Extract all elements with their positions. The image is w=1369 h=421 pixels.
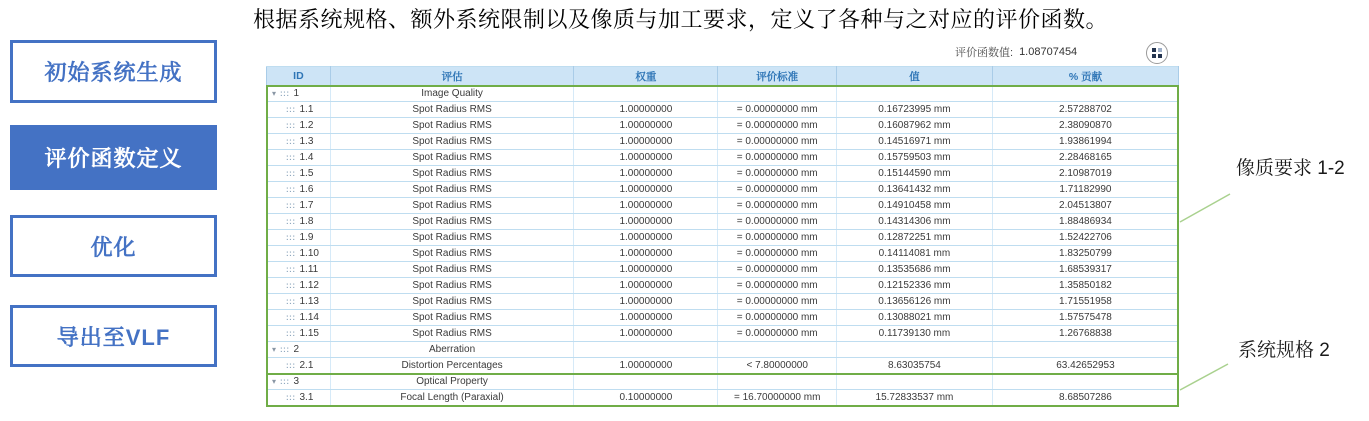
table-row[interactable]: [267, 246, 1179, 262]
row-id-cell: [267, 246, 331, 262]
row-evaluation: Focal Length (Paraxial): [330, 390, 574, 406]
row-id-cell: [267, 230, 331, 246]
row-value: 0.13641432 mm: [836, 182, 992, 198]
row-value: 0.14910458 mm: [836, 198, 992, 214]
row-id-cell: [267, 182, 331, 198]
table-row[interactable]: [267, 278, 1179, 294]
row-id-cell: [267, 374, 331, 390]
row-weight: 1.00000000: [574, 118, 718, 134]
row-evaluation: Spot Radius RMS: [330, 198, 574, 214]
merit-function-table: [266, 66, 1179, 406]
row-id-cell: [267, 86, 331, 102]
row-id: 1.10: [299, 248, 319, 260]
row-id-cell: [267, 342, 331, 358]
drag-handle-icon[interactable]: :::: [286, 168, 296, 178]
table-row[interactable]: [267, 390, 1179, 406]
row-value: [836, 86, 992, 102]
row-id-cell: [267, 198, 331, 214]
drag-handle-icon[interactable]: :::: [280, 344, 290, 354]
row-evaluation: Optical Property: [330, 374, 574, 390]
row-contribution: [992, 86, 1178, 102]
row-id-cell: [267, 102, 331, 118]
table-row[interactable]: [267, 326, 1179, 342]
row-evaluation: Image Quality: [330, 86, 574, 102]
row-criteria: = 0.00000000 mm: [718, 278, 837, 294]
table-header: [267, 67, 1179, 86]
table-row[interactable]: [267, 214, 1179, 230]
row-id: 1.4: [299, 152, 314, 164]
row-contribution: 2.04513807: [992, 198, 1178, 214]
collapse-arrow-icon[interactable]: ▾: [272, 88, 277, 98]
drag-handle-icon[interactable]: :::: [286, 248, 296, 258]
row-evaluation: Spot Radius RMS: [330, 182, 574, 198]
row-criteria: = 0.00000000 mm: [718, 166, 837, 182]
row-evaluation: Spot Radius RMS: [330, 102, 574, 118]
collapse-arrow-icon[interactable]: ▾: [272, 344, 277, 354]
annotation-system-spec: 系统规格 2: [1238, 340, 1330, 361]
table-row[interactable]: [267, 310, 1179, 326]
row-value: 0.12872251 mm: [836, 230, 992, 246]
row-id-cell: [267, 262, 331, 278]
row-weight: 1.00000000: [574, 182, 718, 198]
row-value: 0.15144590 mm: [836, 166, 992, 182]
row-id: 1.9: [299, 232, 314, 244]
row-id: 3.1: [299, 392, 314, 404]
collapse-arrow-icon[interactable]: ▾: [272, 376, 277, 386]
row-id: 1.1: [299, 104, 314, 116]
drag-handle-icon[interactable]: :::: [286, 232, 296, 242]
row-weight: 1.00000000: [574, 278, 718, 294]
row-criteria: = 0.00000000 mm: [718, 198, 837, 214]
table-row[interactable]: [267, 134, 1179, 150]
row-value: 0.16723995 mm: [836, 102, 992, 118]
drag-handle-icon[interactable]: :::: [286, 200, 296, 210]
row-criteria: = 0.00000000 mm: [718, 214, 837, 230]
row-id-cell: [267, 294, 331, 310]
table-body: [267, 86, 1179, 406]
row-weight: 1.00000000: [574, 310, 718, 326]
row-evaluation: Spot Radius RMS: [330, 278, 574, 294]
row-evaluation: Spot Radius RMS: [330, 118, 574, 134]
column-header[interactable]: 评价标准: [718, 67, 837, 86]
row-evaluation: Spot Radius RMS: [330, 214, 574, 230]
row-contribution: 1.68539317: [992, 262, 1178, 278]
row-id: 1.5: [299, 168, 314, 180]
row-id-cell: [267, 358, 331, 374]
row-contribution: 1.93861994: [992, 134, 1178, 150]
row-id: 1.2: [299, 120, 314, 132]
annotation-image-quality: 像质要求 1-2: [1236, 158, 1345, 179]
row-value: 15.72833537 mm: [836, 390, 992, 406]
merit-function-bar: [955, 44, 1077, 60]
row-criteria: = 0.00000000 mm: [718, 262, 837, 278]
row-evaluation: Spot Radius RMS: [330, 230, 574, 246]
row-value: [836, 374, 992, 390]
sidebar-step-button-3[interactable]: 优化: [10, 215, 217, 277]
row-criteria: = 0.00000000 mm: [718, 246, 837, 262]
table-row[interactable]: [267, 150, 1179, 166]
drag-handle-icon[interactable]: :::: [286, 264, 296, 274]
row-criteria: = 0.00000000 mm: [718, 134, 837, 150]
row-weight: 1.00000000: [574, 166, 718, 182]
merit-function-table-container: [266, 66, 1179, 406]
row-value: 0.13535686 mm: [836, 262, 992, 278]
table-row[interactable]: [267, 182, 1179, 198]
row-value: 0.14114081 mm: [836, 246, 992, 262]
row-weight: 1.00000000: [574, 102, 718, 118]
row-contribution: 1.52422706: [992, 230, 1178, 246]
sidebar-step-button-2[interactable]: 评价函数定义: [10, 125, 217, 190]
row-criteria: = 0.00000000 mm: [718, 326, 837, 342]
row-contribution: 1.83250799: [992, 246, 1178, 262]
row-contribution: 1.71182990: [992, 182, 1178, 198]
row-weight: [574, 86, 718, 102]
row-id: 1.6: [299, 184, 314, 196]
row-criteria: [718, 374, 837, 390]
drag-handle-icon[interactable]: :::: [286, 152, 296, 162]
drag-handle-icon[interactable]: :::: [286, 184, 296, 194]
drag-handle-icon[interactable]: :::: [286, 328, 296, 338]
row-weight: 1.00000000: [574, 358, 718, 374]
row-weight: 1.00000000: [574, 294, 718, 310]
row-id: 1.8: [299, 216, 314, 228]
row-value: 0.11739130 mm: [836, 326, 992, 342]
row-weight: 1.00000000: [574, 246, 718, 262]
row-weight: 1.00000000: [574, 150, 718, 166]
row-value: [836, 342, 992, 358]
row-weight: [574, 374, 718, 390]
row-value: 0.14516971 mm: [836, 134, 992, 150]
table-row[interactable]: [267, 230, 1179, 246]
row-evaluation: Spot Radius RMS: [330, 150, 574, 166]
row-id: 1.12: [299, 280, 319, 292]
table-row[interactable]: [267, 102, 1179, 118]
table-row[interactable]: [267, 342, 1179, 358]
drag-handle-icon[interactable]: :::: [286, 104, 296, 114]
row-criteria: = 0.00000000 mm: [718, 150, 837, 166]
row-contribution: 1.35850182: [992, 278, 1178, 294]
row-id: 1.13: [299, 296, 319, 308]
row-evaluation: Aberration: [330, 342, 574, 358]
merit-function-value: 1.08707454: [1019, 46, 1078, 58]
row-weight: 1.00000000: [574, 326, 718, 342]
row-value: 0.13088021 mm: [836, 310, 992, 326]
row-weight: 1.00000000: [574, 230, 718, 246]
table-row[interactable]: [267, 374, 1179, 390]
column-header[interactable]: 权重: [574, 67, 718, 86]
row-contribution: 1.57575478: [992, 310, 1178, 326]
table-row[interactable]: [267, 118, 1179, 134]
column-header[interactable]: 评估: [330, 67, 574, 86]
row-value: 0.16087962 mm: [836, 118, 992, 134]
column-header[interactable]: % 贡献: [992, 67, 1178, 86]
row-id: 1.3: [299, 136, 314, 148]
row-criteria: = 0.00000000 mm: [718, 118, 837, 134]
drag-handle-icon[interactable]: :::: [286, 360, 296, 370]
row-contribution: 8.68507286: [992, 390, 1178, 406]
row-criteria: < 7.80000000: [718, 358, 837, 374]
row-criteria: = 0.00000000 mm: [718, 230, 837, 246]
row-id-cell: [267, 118, 331, 134]
row-contribution: 2.10987019: [992, 166, 1178, 182]
drag-handle-icon[interactable]: :::: [280, 376, 290, 386]
drag-handle-icon[interactable]: :::: [286, 136, 296, 146]
column-header[interactable]: 值: [836, 67, 992, 86]
row-contribution: 63.42652953: [992, 358, 1178, 374]
row-id: 3: [293, 376, 300, 388]
table-row[interactable]: [267, 198, 1179, 214]
drag-handle-icon[interactable]: :::: [280, 88, 290, 98]
row-weight: 1.00000000: [574, 214, 718, 230]
table-row[interactable]: [267, 262, 1179, 278]
row-contribution: [992, 374, 1178, 390]
row-contribution: 2.38090870: [992, 118, 1178, 134]
row-evaluation: Spot Radius RMS: [330, 326, 574, 342]
row-criteria: = 16.70000000 mm: [718, 390, 837, 406]
table-row[interactable]: [267, 86, 1179, 102]
row-evaluation: Spot Radius RMS: [330, 294, 574, 310]
row-value: 8.63035754: [836, 358, 992, 374]
row-contribution: 1.88486934: [992, 214, 1178, 230]
row-id: 1: [293, 88, 300, 100]
row-value: 0.14314306 mm: [836, 214, 992, 230]
drag-handle-icon[interactable]: :::: [286, 392, 296, 402]
drag-handle-icon[interactable]: :::: [286, 216, 296, 226]
row-evaluation: Distortion Percentages: [330, 358, 574, 374]
row-id: 1.14: [299, 312, 319, 324]
header-row: [267, 67, 1179, 86]
row-criteria: = 0.00000000 mm: [718, 294, 837, 310]
row-id: 2: [293, 344, 300, 356]
row-evaluation: Spot Radius RMS: [330, 166, 574, 182]
page-title: 根据系统规格、额外系统限制以及像质与加工要求，定义了各种与之对应的评价函数。: [253, 7, 1109, 32]
row-id-cell: [267, 390, 331, 406]
row-id-cell: [267, 326, 331, 342]
layout-grid-icon-button[interactable]: [1146, 42, 1168, 64]
row-id: 1.11: [299, 264, 319, 276]
layout-grid-icon: [1152, 48, 1162, 58]
row-weight: 1.00000000: [574, 262, 718, 278]
row-id-cell: [267, 150, 331, 166]
row-id: 2.1: [299, 360, 314, 372]
row-id-cell: [267, 166, 331, 182]
drag-handle-icon[interactable]: :::: [286, 120, 296, 130]
row-id-cell: [267, 310, 331, 326]
row-criteria: = 0.00000000 mm: [718, 102, 837, 118]
row-id: 1.15: [299, 328, 319, 340]
row-id: 1.7: [299, 200, 314, 212]
row-weight: 0.10000000: [574, 390, 718, 406]
row-evaluation: Spot Radius RMS: [330, 310, 574, 326]
row-contribution: 2.57288702: [992, 102, 1178, 118]
column-header[interactable]: ID: [267, 67, 331, 86]
row-evaluation: Spot Radius RMS: [330, 262, 574, 278]
row-value: 0.15759503 mm: [836, 150, 992, 166]
table-row[interactable]: [267, 166, 1179, 182]
row-evaluation: Spot Radius RMS: [330, 134, 574, 150]
row-evaluation: Spot Radius RMS: [330, 246, 574, 262]
table-row[interactable]: [267, 294, 1179, 310]
row-weight: 1.00000000: [574, 198, 718, 214]
row-criteria: [718, 86, 837, 102]
row-criteria: [718, 342, 837, 358]
row-contribution: 2.28468165: [992, 150, 1178, 166]
row-id-cell: [267, 214, 331, 230]
row-weight: [574, 342, 718, 358]
row-id-cell: [267, 278, 331, 294]
table-row[interactable]: [267, 358, 1179, 374]
row-contribution: [992, 342, 1178, 358]
row-contribution: 1.71551958: [992, 294, 1178, 310]
merit-function-label: 评价函数值:: [955, 47, 1014, 59]
drag-handle-icon[interactable]: :::: [286, 296, 296, 306]
sidebar-step-button-4[interactable]: 导出至VLF: [10, 305, 217, 367]
row-value: 0.12152336 mm: [836, 278, 992, 294]
row-id-cell: [267, 134, 331, 150]
row-criteria: = 0.00000000 mm: [718, 310, 837, 326]
row-value: 0.13656126 mm: [836, 294, 992, 310]
row-contribution: 1.26768838: [992, 326, 1178, 342]
drag-handle-icon[interactable]: :::: [286, 312, 296, 322]
sidebar-step-button-1[interactable]: 初始系统生成: [10, 40, 217, 103]
row-criteria: = 0.00000000 mm: [718, 182, 837, 198]
row-weight: 1.00000000: [574, 134, 718, 150]
drag-handle-icon[interactable]: :::: [286, 280, 296, 290]
